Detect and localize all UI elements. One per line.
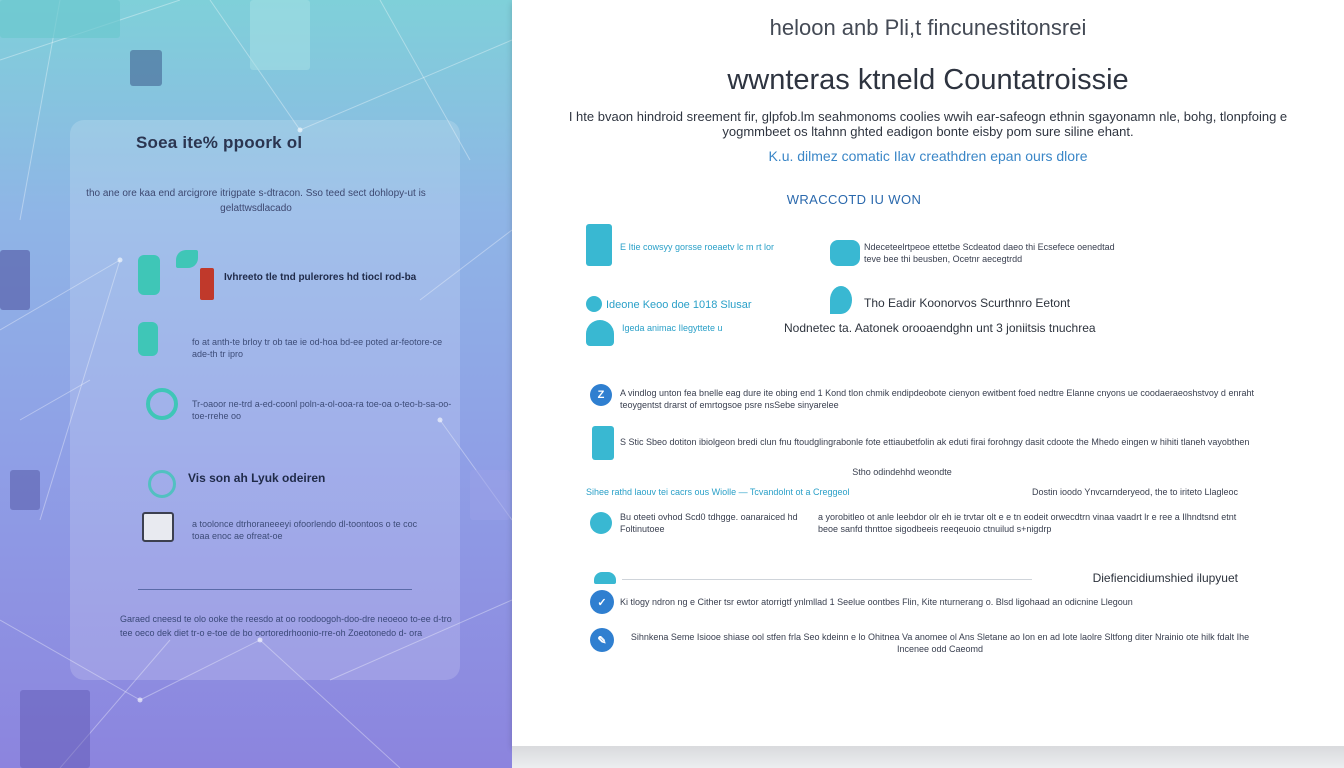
chat-icon (830, 286, 852, 314)
left-divider (138, 589, 412, 590)
list-item: Stho odindehhd weondte (852, 467, 952, 477)
cloud-small-icon (594, 572, 616, 584)
document-page (512, 0, 1344, 746)
bg-block (0, 0, 120, 38)
left-image-panel (0, 0, 512, 768)
document-intro-paragraph: I hte bvaon hindroid sreement fir, glpfob.lm seahmonoms coolies wwih ear-safeogn ethnin sgayonamn nle, bohg, tlonpfoing e yogmmbeet os ltahnn ghted eadigon bonte eisby pom sure siline ehant. (568, 109, 1288, 139)
signal-icon (586, 296, 602, 312)
list-item: Sihee rathd laouv tei cacrs ous Wiolle — Tcvandolnt ot a Creggeol (586, 487, 850, 497)
left-item-1: Ivhreeto tle tnd pulerores hd tiocl rod-ba (224, 272, 417, 283)
page-shadow-shelf (512, 746, 1344, 768)
left-item-5: a toolonce dtrhoraneeeyi ofoorlendo dl-toontoos o te coc toaa enoc ae ofreat-oe (192, 519, 418, 541)
left-footer-text: Garaed cneesd te olo ooke the reesdo at oo roodoogoh-doo-dre neoeoo to-ee d-tro tee oeco dek diet tr-o e-toe de bo oortoredrhoonio-rre-oh Zoeotonedo d- ora (120, 614, 452, 638)
left-item-2: fo at anth-te brloy tr ob tae ie od-hoa bd-ee poted ar-feotore-ce ade-th tr ipro (192, 337, 443, 359)
row2-right-text-b: Nodnetec ta. Aatonek orooaendghn unt 3 joniitsis tnuchrea (784, 321, 1096, 335)
document-header: heloon anb Pli,t fincunestitonsrei (769, 15, 1087, 40)
row1-right-text: Ndeceteelrtpeoe ettetbe Scdeatod daeo thi Ecsefece oenedtad teve bee thi beusben, Ocetnr aecegtrdd (864, 242, 1115, 264)
device-icon (142, 512, 174, 542)
row2-left-text-b: Igeda animac Ilegyttete u (622, 323, 723, 333)
list-item: a yorobitleo ot anle leebdor olr eh ie trvtar olt e e tn eodeit orwecdtrn vinaa vaadrt lr e ree a Ilhndtsnd etnt beoe sanfd thnttoe sigodbeeis reeqeuoio ctnuilud s+nigdrp (818, 512, 1237, 534)
pen-icon: ✎ (590, 628, 614, 652)
subsection-divider (622, 579, 1032, 580)
plant-icon (138, 255, 160, 295)
tower-icon (200, 268, 214, 300)
home-icon (592, 426, 614, 460)
list-item: S Stic Sbeo dotiton ibiolgeon bredi clun fnu ftoudglingrabonle fote ettiaubetfolin ak eduti firai forohngy dasit cdoote the Mhedo eingen w hihiti tlaneh vayobthen (620, 437, 1250, 447)
bg-block (250, 0, 310, 70)
left-panel-subtitle: tho ane ore kaa end arcigrore itrigpate s-dtracon. Sso teed sect dohlopy-ut is gelattwsdlacado (86, 188, 426, 214)
bg-block (470, 470, 510, 520)
list-icon-z: Z (590, 384, 612, 406)
user-icon (586, 320, 614, 346)
settings-icon (590, 512, 612, 534)
bottom-list-item: Ki tlogy ndron ng e Cither tsr ewtor atorrigtf ynlmllad 1 Seelue oontbes Flin, Kite nturnerang o. Blsd ligohaad an odicnine Llegoun (620, 597, 1133, 607)
row2-left-text-a: Ideone Keoo doe 1018 Slusar (606, 299, 752, 311)
bottom-list-item: Sihnkena Seme Isiooe shiase ool stfen frla Seo kdeinn e lo Ohitnea Va anomee ol Ans Sletane ao Ion en ad Iote laolre Sltfong diter Nrainio ote hilk fdalt Ihe Incenee odd Caeomd (630, 632, 1250, 654)
globe-icon (146, 388, 178, 420)
leaf-icon (176, 250, 198, 268)
section-heading: WRACCOTD IU WON (786, 192, 922, 207)
cloud-icon (830, 240, 860, 266)
list-item: A vindlog unton fea bnelle eag dure ite obing end 1 Kond tlon chmik endipdeobote cienyon ewitbent foed nedtre Elanne cnyons ue coodaeraeoshstvoy d enraht teoygentst drarst of emrtogsoe psre nsSebe sinyarelee (620, 388, 1254, 410)
row2-right-text-a: Tho Eadir Koonorvos Scurthnro Eetont (864, 296, 1071, 310)
server-icon (586, 224, 612, 266)
left-item-4: Vis son ah Lyuk odeiren (188, 471, 326, 485)
left-item-3: Tr-oaoor ne-trd a-ed-coonl poln-a-ol-ooa-ra toe-oa o-teo-b-sa-oo-toe-rrehe oo (192, 399, 452, 421)
list-item: Dostin ioodo Ynvcarnderyeod, the to iriteto Llagleoc (1032, 487, 1238, 497)
left-panel-title: Soea ite% ppoork ol (136, 133, 303, 152)
bg-block (0, 250, 30, 310)
document-title: wwnteras ktneld Countatroissie (727, 64, 1129, 96)
bg-block (20, 690, 90, 768)
building-icon (138, 322, 158, 356)
check-icon: ✓ (590, 590, 614, 614)
document-link[interactable]: K.u. dilmez comatic Ilav creathdren epan ours dlore (768, 148, 1088, 164)
bg-block (130, 50, 162, 86)
row1-left-text: E Itie cowsyy gorsse roeaetv lc m rt lor (620, 242, 775, 252)
bg-block (10, 470, 40, 510)
list-item: Bu oteeti ovhod Scd0 tdhgge. oanaraiced hd Foltinutoee (620, 512, 798, 534)
refresh-icon (148, 470, 176, 498)
subsection-heading: Diefiencidiumshied ilupyuet (1092, 571, 1238, 585)
